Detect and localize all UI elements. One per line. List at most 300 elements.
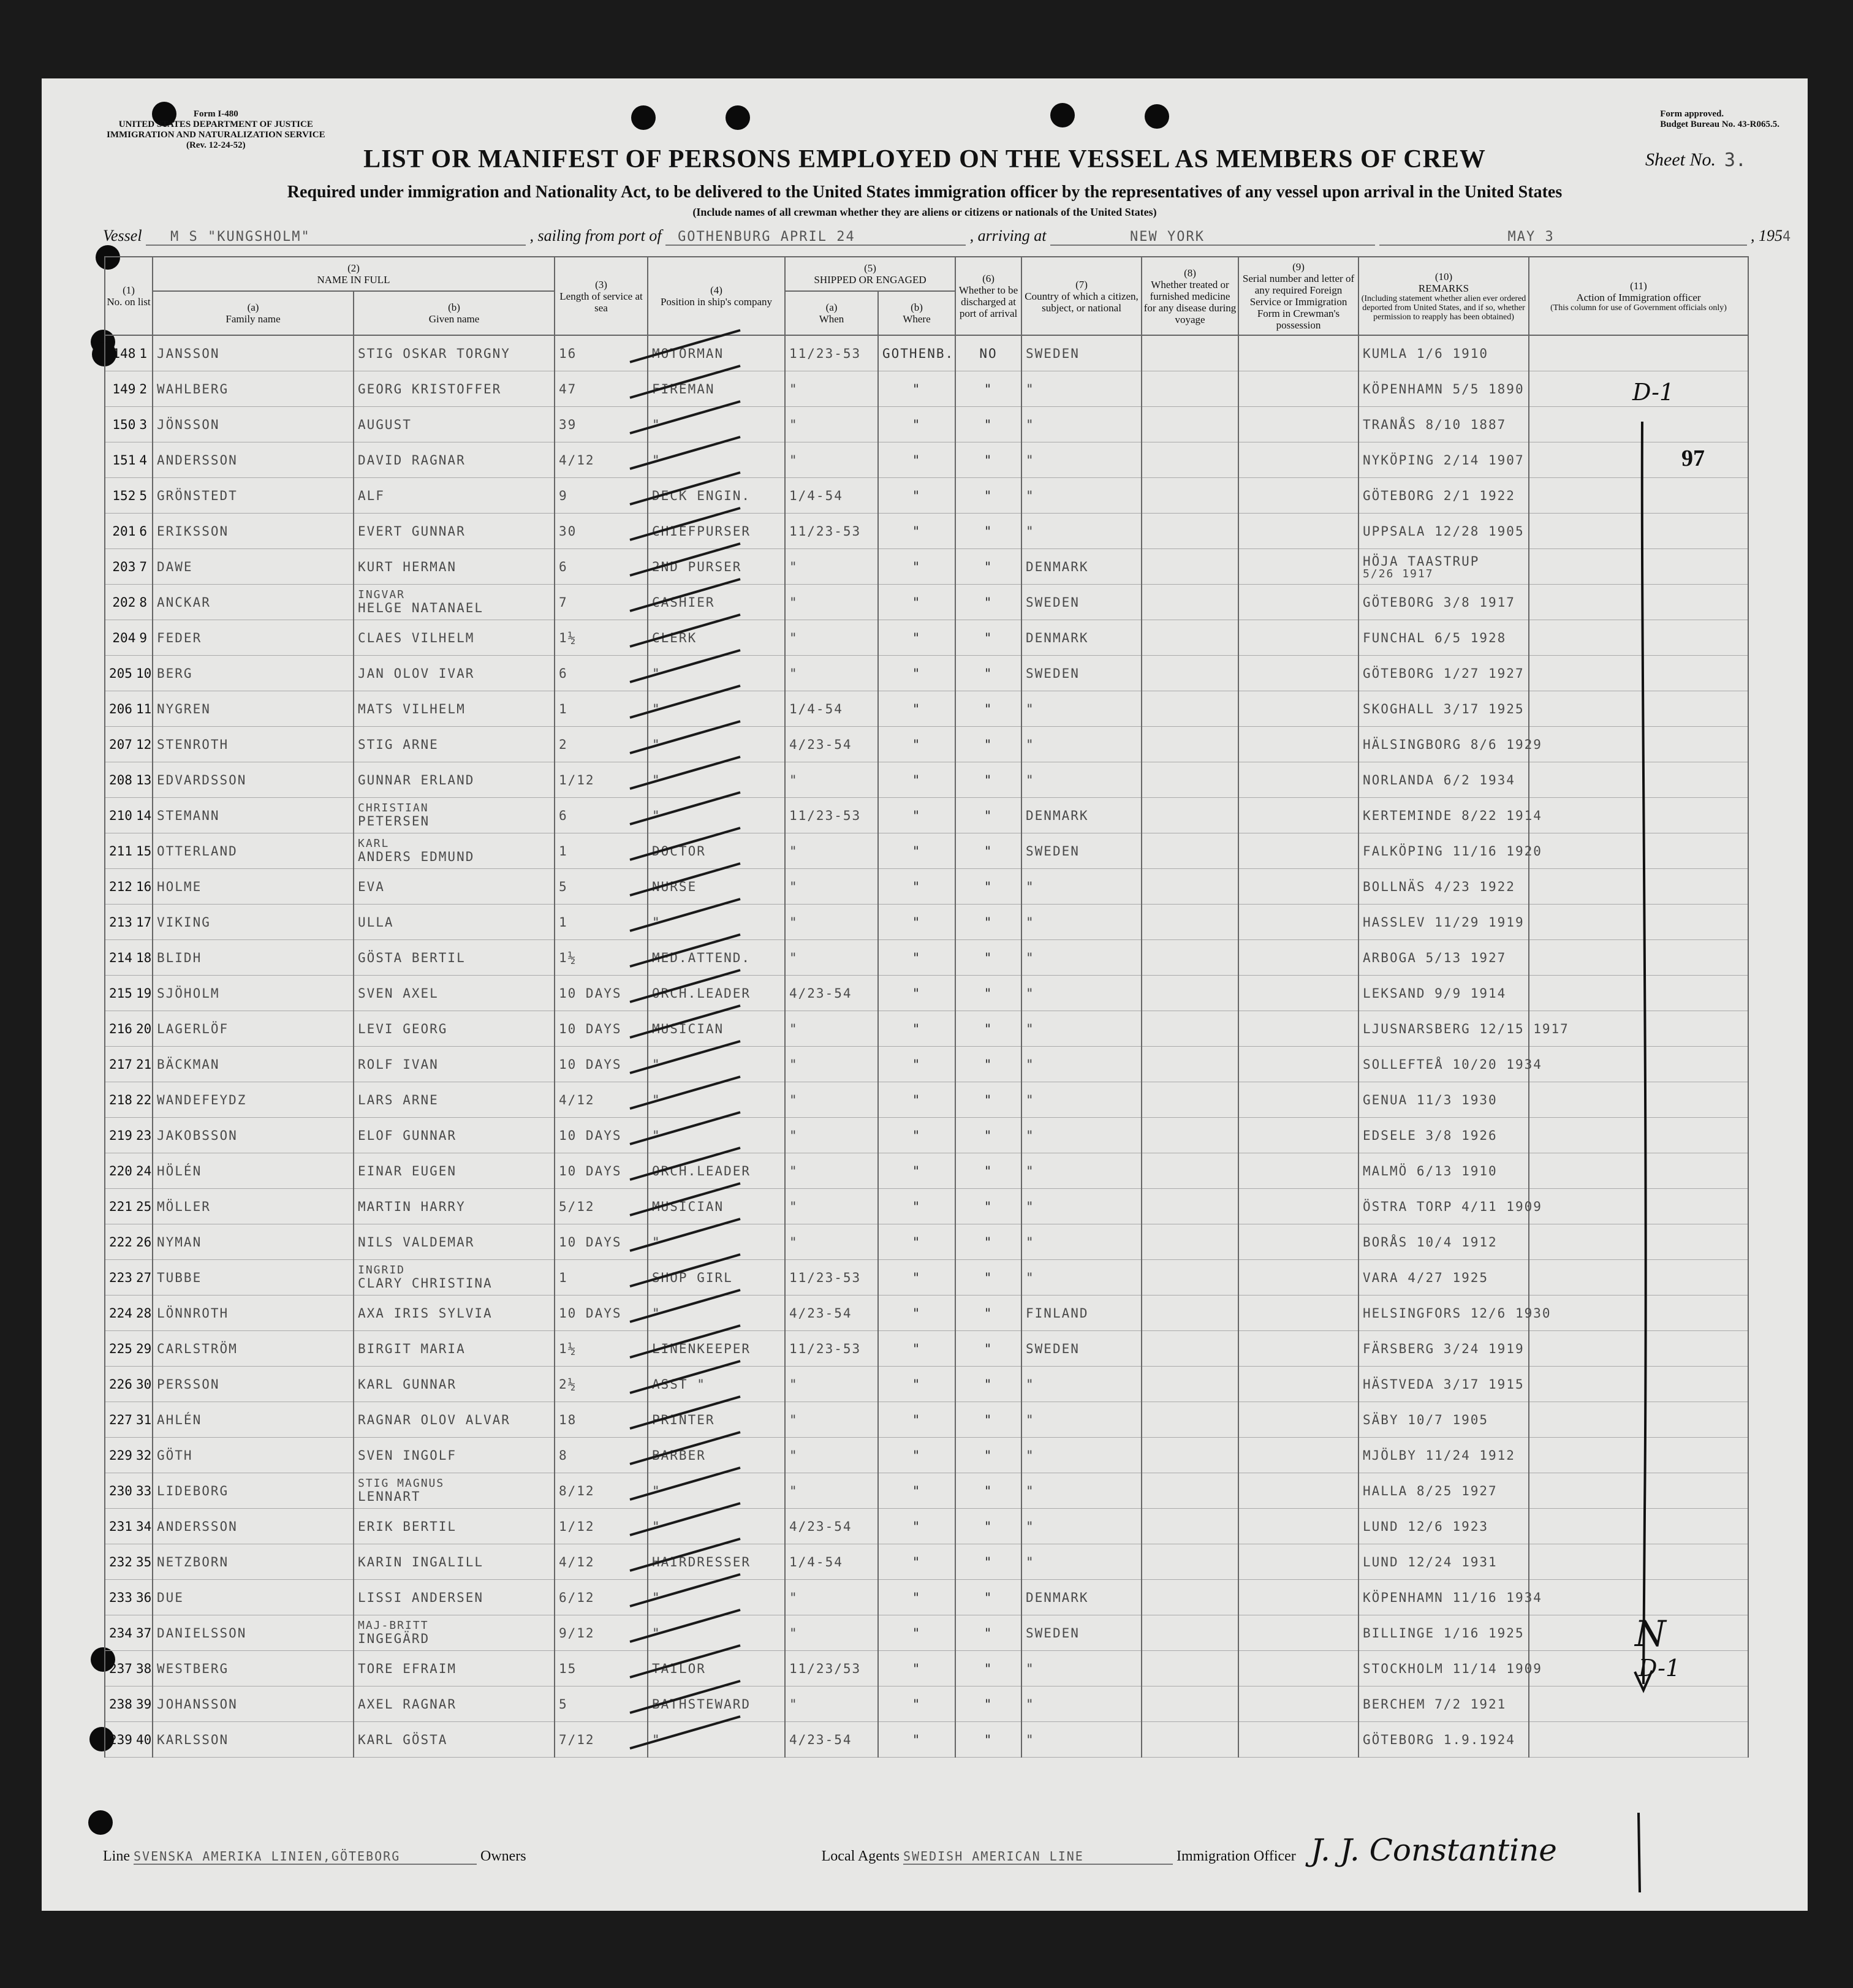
serial-number <box>1238 1367 1358 1402</box>
serial-number <box>1238 1722 1358 1758</box>
shipped-when: " <box>785 1402 878 1438</box>
reference-number: 219 <box>109 1128 132 1143</box>
table-row <box>105 1615 1748 1651</box>
country: " <box>1021 1224 1142 1260</box>
remarks-text: MALMÖ 6/13 1910 <box>1363 1163 1498 1178</box>
position: BATHSTEWARD <box>648 1686 785 1722</box>
row-number <box>105 1224 153 1260</box>
service-length: 1 <box>555 905 648 940</box>
shipped-where: " <box>878 585 955 620</box>
table-row <box>105 940 1748 976</box>
check-stroke <box>630 1361 740 1393</box>
position: HAIRDRESSER <box>648 1544 785 1580</box>
reference-number: 149 <box>112 381 136 396</box>
treated <box>1142 869 1238 905</box>
discharged: " <box>955 1580 1021 1615</box>
list-number: 40 <box>135 1732 152 1747</box>
serial-number <box>1238 442 1358 478</box>
remarks-text: BOLLNÄS 4/23 1922 <box>1363 879 1515 894</box>
serial-number <box>1238 1082 1358 1118</box>
row-number <box>105 976 153 1011</box>
remarks <box>1358 407 1529 442</box>
discharged: " <box>955 407 1021 442</box>
shipped-when: " <box>785 1189 878 1224</box>
reference-number: 234 <box>109 1625 132 1641</box>
row-number <box>105 833 153 869</box>
treated <box>1142 1331 1238 1367</box>
remarks-text: KÖPENHAMN 11/16 1934 <box>1363 1590 1542 1605</box>
position: " <box>648 407 785 442</box>
serial-number <box>1238 514 1358 549</box>
list-number: 16 <box>135 879 152 894</box>
table-row <box>105 407 1748 442</box>
remarks <box>1358 371 1529 407</box>
officer-signature: J. J. Constantine <box>1310 1832 1557 1868</box>
remarks-text: GÖTEBORG 3/8 1917 <box>1363 594 1515 610</box>
family-name: KARLSSON <box>153 1722 354 1758</box>
treated <box>1142 371 1238 407</box>
service-length: 10 DAYS <box>555 1224 648 1260</box>
shipped-when: " <box>785 1118 878 1153</box>
family-name: CARLSTRÖM <box>153 1331 354 1367</box>
country: " <box>1021 1544 1142 1580</box>
col-no-on-list: (1) No. on list <box>105 257 153 335</box>
table-row <box>105 335 1748 371</box>
form-approval <box>1660 109 1779 130</box>
check-stroke <box>630 401 740 433</box>
punch-hole <box>88 1810 113 1835</box>
treated <box>1142 1722 1238 1758</box>
country: " <box>1021 1651 1142 1686</box>
shipped-when: " <box>785 1011 878 1047</box>
table-row <box>105 1473 1748 1509</box>
remarks-text: ARBOGA 5/13 1927 <box>1363 950 1507 965</box>
shipped-when: 4/23-54 <box>785 727 878 762</box>
list-number: 27 <box>135 1270 152 1285</box>
remarks-text: TRANÅS 8/10 1887 <box>1363 417 1507 432</box>
list-number: 24 <box>135 1163 152 1178</box>
remarks-text: STOCKHOLM 11/14 1909 <box>1363 1661 1542 1676</box>
row-number <box>105 798 153 833</box>
shipped-when: " <box>785 762 878 798</box>
discharged: " <box>955 1118 1021 1153</box>
remarks-extra: 5/26 1917 <box>1363 567 1434 580</box>
reference-number: 226 <box>109 1376 132 1392</box>
col-family-name: (a) Family name <box>153 291 354 335</box>
given-name <box>354 1402 555 1438</box>
discharged: " <box>955 1082 1021 1118</box>
given-name-extra: STIG MAGNUS <box>358 1476 445 1490</box>
sheet-number-value: 3. <box>1724 150 1746 171</box>
row-number <box>105 585 153 620</box>
family-name: NYMAN <box>153 1224 354 1260</box>
table-row <box>105 1224 1748 1260</box>
shipped-where: " <box>878 1224 955 1260</box>
manifest-sheet <box>42 78 1808 1911</box>
position: " <box>648 1615 785 1651</box>
col-treated: (8) Whether treated or furnished medicine for any disease during voyage <box>1142 257 1238 335</box>
check-stroke <box>630 1503 740 1535</box>
remarks <box>1358 335 1529 371</box>
given-name <box>354 1473 555 1509</box>
treated <box>1142 478 1238 514</box>
serial-number <box>1238 549 1358 585</box>
serial-number <box>1238 762 1358 798</box>
country: " <box>1021 976 1142 1011</box>
treated <box>1142 1296 1238 1331</box>
remarks-text: KERTEMINDE 8/22 1914 <box>1363 808 1542 823</box>
country: DENMARK <box>1021 1580 1142 1615</box>
shipped-where: " <box>878 940 955 976</box>
service-length: 4/12 <box>555 442 648 478</box>
discharged: " <box>955 940 1021 976</box>
discharged: " <box>955 1296 1021 1331</box>
table-row <box>105 1402 1748 1438</box>
col-serial-number: (9) Serial number and letter of any required Foreign Service or Immigration Form in Crewman's possession <box>1238 257 1358 335</box>
position: FIREMAN <box>648 371 785 407</box>
check-stroke <box>630 544 740 575</box>
service-length: 1 <box>555 1260 648 1296</box>
shipped-where: " <box>878 1082 955 1118</box>
service-length: 10 DAYS <box>555 1047 648 1082</box>
row-number <box>105 1260 153 1296</box>
shipped-where: " <box>878 1331 955 1367</box>
given-name-text: AXEL RAGNAR <box>358 1696 457 1712</box>
given-name <box>354 1722 555 1758</box>
table-row <box>105 905 1748 940</box>
owners-label: Owners <box>480 1848 526 1864</box>
remarks <box>1358 905 1529 940</box>
row-number <box>105 1580 153 1615</box>
given-name-text: DAVID RAGNAR <box>358 452 466 468</box>
check-stroke <box>630 686 740 718</box>
given-name-text: EVERT GUNNAR <box>358 523 466 539</box>
officer-label: Immigration Officer <box>1176 1848 1296 1864</box>
row-number <box>105 1544 153 1580</box>
check-stroke <box>630 508 740 540</box>
service-length: 1 <box>555 691 648 727</box>
given-name-text: LEVI GEORG <box>358 1021 448 1036</box>
shipped-when: 11/23-53 <box>785 335 878 371</box>
row-number <box>105 478 153 514</box>
check-stroke <box>630 1432 740 1464</box>
country: SWEDEN <box>1021 656 1142 691</box>
remarks-text: GÖTEBORG 1.9.1924 <box>1363 1732 1515 1747</box>
service-length: 1½ <box>555 1331 648 1367</box>
reference-number: 239 <box>109 1732 132 1747</box>
given-name <box>354 407 555 442</box>
list-number: 8 <box>139 594 147 610</box>
shipped-where: " <box>878 1438 955 1473</box>
remarks <box>1358 620 1529 656</box>
col-given-name: (b) Given name <box>354 291 555 335</box>
remarks-text: SOLLEFTEÅ 10/20 1934 <box>1363 1057 1542 1072</box>
table-row <box>105 762 1748 798</box>
serial-number <box>1238 1224 1358 1260</box>
remarks <box>1358 1438 1529 1473</box>
check-stroke <box>630 1290 740 1322</box>
discharged: NO <box>955 335 1021 371</box>
discharged: " <box>955 549 1021 585</box>
country: " <box>1021 1509 1142 1544</box>
shipped-where: " <box>878 1402 955 1438</box>
family-name: ANDERSSON <box>153 442 354 478</box>
given-name-text: INGEGÄRD <box>358 1631 430 1646</box>
list-number: 28 <box>135 1305 152 1321</box>
shipped-where: " <box>878 1544 955 1580</box>
given-name <box>354 1438 555 1473</box>
position: " <box>648 691 785 727</box>
position: CASHIER <box>648 585 785 620</box>
remarks <box>1358 1260 1529 1296</box>
shipped-where: " <box>878 1722 955 1758</box>
given-name <box>354 762 555 798</box>
shipped-when: " <box>785 833 878 869</box>
position: " <box>648 1082 785 1118</box>
serial-number <box>1238 656 1358 691</box>
discharged: " <box>955 1260 1021 1296</box>
remarks <box>1358 585 1529 620</box>
treated <box>1142 1615 1238 1651</box>
service-length: 6 <box>555 798 648 833</box>
table-row <box>105 1296 1748 1331</box>
position: 2ND PURSER <box>648 549 785 585</box>
list-number: 37 <box>135 1625 152 1641</box>
given-name <box>354 905 555 940</box>
remarks-text: BORÅS 10/4 1912 <box>1363 1234 1498 1250</box>
family-name: ERIKSSON <box>153 514 354 549</box>
discharged: " <box>955 1651 1021 1686</box>
serial-number <box>1238 1509 1358 1544</box>
include-note: (Include names of all crewman whether they are aliens or citizens or nationals of the United States) <box>692 206 1157 218</box>
discharged: " <box>955 371 1021 407</box>
shipped-when: 11/23-53 <box>785 798 878 833</box>
treated <box>1142 833 1238 869</box>
shipped-when: " <box>785 1047 878 1082</box>
service-length: 4/12 <box>555 1082 648 1118</box>
family-name: HÖLÉN <box>153 1153 354 1189</box>
remarks <box>1358 798 1542 833</box>
remarks <box>1358 1296 1552 1331</box>
treated <box>1142 1011 1238 1047</box>
remarks <box>1358 1580 1542 1615</box>
list-number: 34 <box>135 1519 152 1534</box>
shipped-when: 4/23-54 <box>785 1722 878 1758</box>
serial-number <box>1238 833 1358 869</box>
service-length: 8/12 <box>555 1473 648 1509</box>
given-name-text: GÖSTA BERTIL <box>358 950 466 965</box>
position: MUSICIAN <box>648 1011 785 1047</box>
remarks-text: HASSLEV 11/29 1919 <box>1363 914 1525 930</box>
remarks <box>1358 1402 1529 1438</box>
family-name: WAHLBERG <box>153 371 354 407</box>
check-stroke <box>630 1610 740 1642</box>
row-number <box>105 371 153 407</box>
discharged: " <box>955 1686 1021 1722</box>
list-number: 12 <box>135 737 152 752</box>
table-row <box>105 478 1748 514</box>
reference-number: 211 <box>109 843 132 859</box>
shipped-when: " <box>785 1615 878 1651</box>
remarks-text: ÖSTRA TORP 4/11 1909 <box>1363 1199 1542 1214</box>
remarks-text: KÖPENHAMN 5/5 1890 <box>1363 381 1525 396</box>
list-number: 23 <box>135 1128 152 1143</box>
reference-number: 204 <box>112 630 136 645</box>
given-name-text: JAN OLOV IVAR <box>358 666 475 681</box>
serial-number <box>1238 798 1358 833</box>
family-name: HOLME <box>153 869 354 905</box>
row-number <box>105 656 153 691</box>
given-name <box>354 1260 555 1296</box>
shipped-where: " <box>878 1686 955 1722</box>
serial-number <box>1238 905 1358 940</box>
table-row <box>105 1438 1748 1473</box>
family-name: JANSSON <box>153 335 354 371</box>
remarks <box>1358 478 1529 514</box>
table-row <box>105 549 1748 585</box>
check-stroke <box>630 935 740 966</box>
country: SWEDEN <box>1021 1615 1142 1651</box>
country: " <box>1021 1367 1142 1402</box>
arrival-date: MAY 3 <box>1379 229 1747 246</box>
shipped-when: " <box>785 1082 878 1118</box>
country: " <box>1021 905 1142 940</box>
given-name <box>354 1224 555 1260</box>
service-length: 47 <box>555 371 648 407</box>
family-name: EDVARDSSON <box>153 762 354 798</box>
position: " <box>648 1580 785 1615</box>
discharged: " <box>955 762 1021 798</box>
shipped-where: " <box>878 1580 955 1615</box>
service-length: 1 <box>555 833 648 869</box>
reference-number: 202 <box>112 594 136 610</box>
position: BARBER <box>648 1438 785 1473</box>
reference-number: 227 <box>109 1412 132 1427</box>
treated <box>1142 1367 1238 1402</box>
row-number <box>105 335 153 371</box>
country: " <box>1021 762 1142 798</box>
check-stroke <box>630 1326 740 1357</box>
col-position: (4) Position in ship's company <box>648 257 785 335</box>
reference-number: 215 <box>109 985 132 1001</box>
shipped-when: 4/23-54 <box>785 976 878 1011</box>
discharged: " <box>955 585 1021 620</box>
given-name <box>354 727 555 762</box>
annotation-d1-bottom: D-1 <box>1639 1655 1681 1682</box>
remarks-text: FÄRSBERG 3/24 1919 <box>1363 1341 1525 1356</box>
shipped-where: " <box>878 514 955 549</box>
treated <box>1142 1118 1238 1153</box>
given-name-text: KURT HERMAN <box>358 559 457 574</box>
reference-number: 223 <box>109 1270 132 1285</box>
given-name <box>354 1118 555 1153</box>
check-stroke <box>630 970 740 1002</box>
sailing-port: GOTHENBURG APRIL 24 <box>665 229 966 246</box>
shipped-when: " <box>785 549 878 585</box>
given-name-text: STIG OSKAR TORGNY <box>358 346 510 361</box>
table-row <box>105 727 1748 762</box>
reference-number: 222 <box>109 1234 132 1250</box>
punch-hole <box>1050 103 1075 127</box>
given-name <box>354 1189 555 1224</box>
given-name <box>354 371 555 407</box>
row-number <box>105 620 153 656</box>
country: SWEDEN <box>1021 585 1142 620</box>
row-number <box>105 905 153 940</box>
approval-line: Form approved. <box>1660 109 1724 119</box>
country: DENMARK <box>1021 549 1142 585</box>
shipped-where: " <box>878 1189 955 1224</box>
country: " <box>1021 1118 1142 1153</box>
position: " <box>648 1224 785 1260</box>
discharged: " <box>955 620 1021 656</box>
year-digit: 4 <box>1783 229 1792 245</box>
reference-number: 229 <box>109 1447 132 1463</box>
list-number: 2 <box>139 381 147 396</box>
family-name: SJÖHOLM <box>153 976 354 1011</box>
table-row <box>105 1047 1748 1082</box>
given-name-text: ALF <box>358 488 385 503</box>
family-name: PERSSON <box>153 1367 354 1402</box>
family-name: ANCKAR <box>153 585 354 620</box>
row-number <box>105 1722 153 1758</box>
remarks-text: GÖTEBORG 1/27 1927 <box>1363 666 1525 681</box>
position: " <box>648 1722 785 1758</box>
row-number <box>105 762 153 798</box>
check-stroke <box>630 472 740 504</box>
service-length: 16 <box>555 335 648 371</box>
crew-count: 97 <box>1681 446 1705 471</box>
given-name-text: KARL GUNNAR <box>358 1376 457 1392</box>
service-length: 2½ <box>555 1367 648 1402</box>
agents-label: Local Agents <box>821 1848 900 1864</box>
position: DOCTOR <box>648 833 785 869</box>
position: MOTORMAN <box>648 335 785 371</box>
service-length: 39 <box>555 407 648 442</box>
position: " <box>648 442 785 478</box>
annotation-mark: N <box>1635 1613 1666 1655</box>
shipped-where: " <box>878 869 955 905</box>
remarks <box>1358 514 1529 549</box>
country: " <box>1021 478 1142 514</box>
given-name-text: ERIK BERTIL <box>358 1519 457 1534</box>
discharged: " <box>955 1473 1021 1509</box>
discharged: " <box>955 656 1021 691</box>
treated <box>1142 620 1238 656</box>
treated <box>1142 1438 1238 1473</box>
serial-number <box>1238 869 1358 905</box>
family-name: JÖNSSON <box>153 407 354 442</box>
treated <box>1142 940 1238 976</box>
table-row <box>105 1544 1748 1580</box>
list-number: 25 <box>135 1199 152 1214</box>
reference-number: 207 <box>109 737 132 752</box>
country: DENMARK <box>1021 620 1142 656</box>
service-length: 7/12 <box>555 1722 648 1758</box>
serial-number <box>1238 1296 1358 1331</box>
check-stroke <box>630 757 740 789</box>
list-number: 5 <box>139 488 147 503</box>
remarks-text: FALKÖPING 11/16 1920 <box>1363 843 1542 859</box>
punch-hole <box>631 105 656 130</box>
country: FINLAND <box>1021 1296 1142 1331</box>
country: " <box>1021 691 1142 727</box>
position: " <box>648 1047 785 1082</box>
revision: (Rev. 12-24-52) <box>186 140 246 150</box>
discharged: " <box>955 478 1021 514</box>
remarks-text: UPPSALA 12/28 1905 <box>1363 523 1525 539</box>
service-length: 2 <box>555 727 648 762</box>
